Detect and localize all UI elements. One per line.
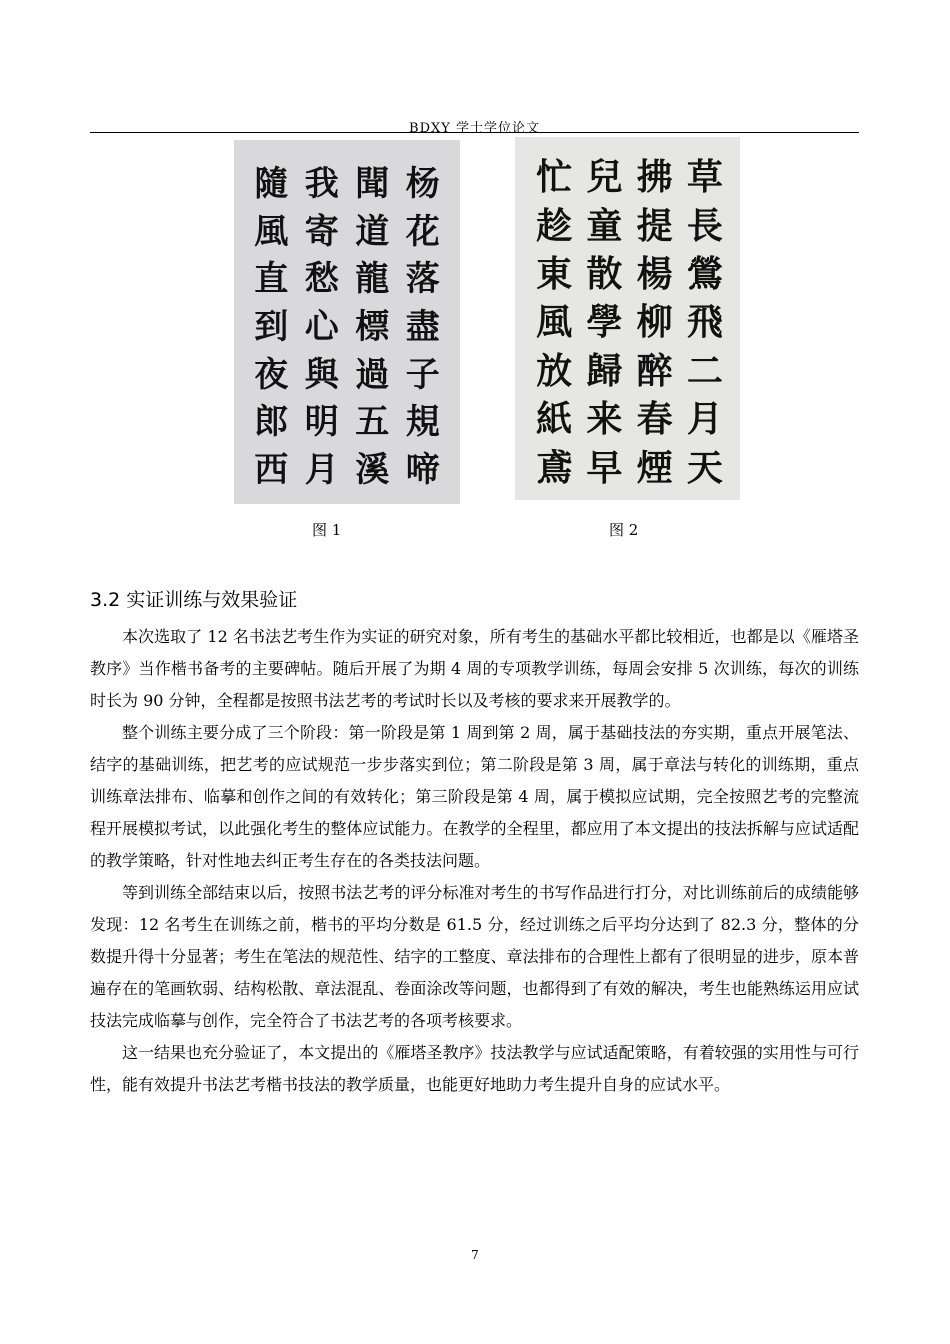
calligraphy-grid-1 — [234, 140, 460, 504]
calligraphy-character: 拂 — [636, 156, 673, 199]
calligraphy-character: 郎 — [254, 402, 289, 443]
calligraphy-character: 東 — [536, 253, 573, 296]
calligraphy-character: 五 — [355, 402, 390, 443]
calligraphy-character: 提 — [636, 204, 673, 247]
calligraphy-character: 二 — [686, 349, 723, 392]
figure-2-caption: 图 2 — [609, 521, 639, 539]
calligraphy-character: 道 — [355, 211, 390, 252]
calligraphy-character: 忙 — [536, 156, 573, 199]
calligraphy-character: 龍 — [355, 259, 390, 300]
calligraphy-character: 早 — [586, 446, 623, 489]
calligraphy-character: 兒 — [586, 156, 623, 199]
calligraphy-character: 學 — [586, 301, 623, 344]
calligraphy-character: 童 — [586, 204, 623, 247]
section-body — [90, 621, 859, 1101]
section-heading: 3.2 实证训练与效果验证 — [90, 589, 298, 611]
calligraphy-character: 盡 — [405, 306, 440, 347]
page-number: 7 — [471, 1248, 479, 1262]
calligraphy-character: 楊 — [636, 253, 673, 296]
calligraphy-character: 天 — [686, 446, 723, 489]
calligraphy-character: 放 — [536, 349, 573, 392]
calligraphy-character: 月 — [686, 398, 723, 441]
calligraphy-character: 明 — [304, 402, 339, 443]
calligraphy-character: 隨 — [254, 163, 289, 204]
calligraphy-character: 趁 — [536, 204, 573, 247]
calligraphy-character: 我 — [304, 163, 339, 204]
calligraphy-character: 寄 — [304, 211, 339, 252]
calligraphy-character: 聞 — [355, 163, 390, 204]
calligraphy-character: 啼 — [405, 450, 440, 491]
header-rule — [90, 132, 859, 133]
calligraphy-character: 夜 — [254, 354, 289, 395]
calligraphy-figure-2 — [515, 137, 740, 500]
calligraphy-character: 鳶 — [536, 446, 573, 489]
calligraphy-character: 草 — [686, 156, 723, 199]
calligraphy-character: 風 — [254, 211, 289, 252]
figure-1-caption: 图 1 — [312, 521, 342, 539]
calligraphy-character: 過 — [355, 354, 390, 395]
calligraphy-character: 杨 — [405, 163, 440, 204]
calligraphy-character: 風 — [536, 301, 573, 344]
calligraphy-character: 鶯 — [686, 253, 723, 296]
calligraphy-character: 標 — [355, 306, 390, 347]
calligraphy-character: 紙 — [536, 398, 573, 441]
calligraphy-character: 到 — [254, 306, 289, 347]
calligraphy-character: 西 — [254, 450, 289, 491]
calligraphy-character: 直 — [254, 259, 289, 300]
calligraphy-character: 愁 — [304, 259, 339, 300]
calligraphy-character: 散 — [586, 253, 623, 296]
calligraphy-character: 落 — [405, 259, 440, 300]
calligraphy-character: 心 — [304, 306, 339, 347]
calligraphy-character: 来 — [586, 398, 623, 441]
calligraphy-character: 與 — [304, 354, 339, 395]
calligraphy-character: 長 — [686, 204, 723, 247]
body-paragraph: 等到训练全部结束以后，按照书法艺考的评分标准对考生的书写作品进行打分，对比训练前后的成绩能够发现：12 名考生在训练之前，楷书的平均分数是 61.5 分，经过训练之后平均分达到了 82.3 分，整体的分数提升得十分显著；考生在笔法的规范性、结字的工整度、章法排布的合理性上都有了很明显的进步，原本普遍存在的笔画软弱、结构松散、章法混乱、卷面涂改等问题，也都得到了有效的解决，考生也能熟练运用应试技法完成临摹与创作，完全符合了书法艺考的各项考核要求。 — [90, 883, 859, 1030]
calligraphy-character: 醉 — [636, 349, 673, 392]
calligraphy-figure-1 — [234, 140, 460, 504]
calligraphy-character: 飛 — [686, 301, 723, 344]
calligraphy-character: 子 — [405, 354, 440, 395]
body-paragraph: 整个训练主要分成了三个阶段：第一阶段是第 1 周到第 2 周，属于基础技法的夯实期，重点开展笔法、结字的基础训练，把艺考的应试规范一步步落实到位；第二阶段是第 3 周，属于章法与转化的训练期，重点训练章法排布、临摹和创作之间的有效转化；第三阶段是第 4 周，属于模拟应试期，完全按照艺考的完整流程开展模拟考试，以此强化考生的整体应试能力。在教学的全程里，都应用了本文提出的技法拆解与应试适配的教学策略，针对性地去纠正考生存在的各类技法问题。 — [90, 723, 859, 870]
calligraphy-character: 柳 — [636, 301, 673, 344]
body-paragraph: 本次选取了 12 名书法艺考生作为实证的研究对象，所有考生的基础水平都比较相近，也都是以《雁塔圣教序》当作楷书备考的主要碑帖。随后开展了为期 4 周的专项教学训练，每周会安排 5 次训练，每次的训练时长为 90 分钟，全程都是按照书法艺考的考试时长以及考核的要求来开展教学的。 — [90, 627, 859, 710]
calligraphy-character: 溪 — [355, 450, 390, 491]
calligraphy-character: 春 — [636, 398, 673, 441]
calligraphy-character: 歸 — [586, 349, 623, 392]
calligraphy-character: 花 — [405, 211, 440, 252]
calligraphy-grid-2 — [515, 137, 740, 500]
calligraphy-character: 規 — [405, 402, 440, 443]
body-paragraph: 这一结果也充分验证了，本文提出的《雁塔圣教序》技法教学与应试适配策略，有着较强的实用性与可行性，能有效提升书法艺考楷书技法的教学质量，也能更好地助力考生提升自身的应试水平。 — [90, 1043, 859, 1094]
calligraphy-character: 煙 — [636, 446, 673, 489]
calligraphy-character: 月 — [304, 450, 339, 491]
running-header: BDXY 学士学位论文 — [409, 121, 540, 136]
